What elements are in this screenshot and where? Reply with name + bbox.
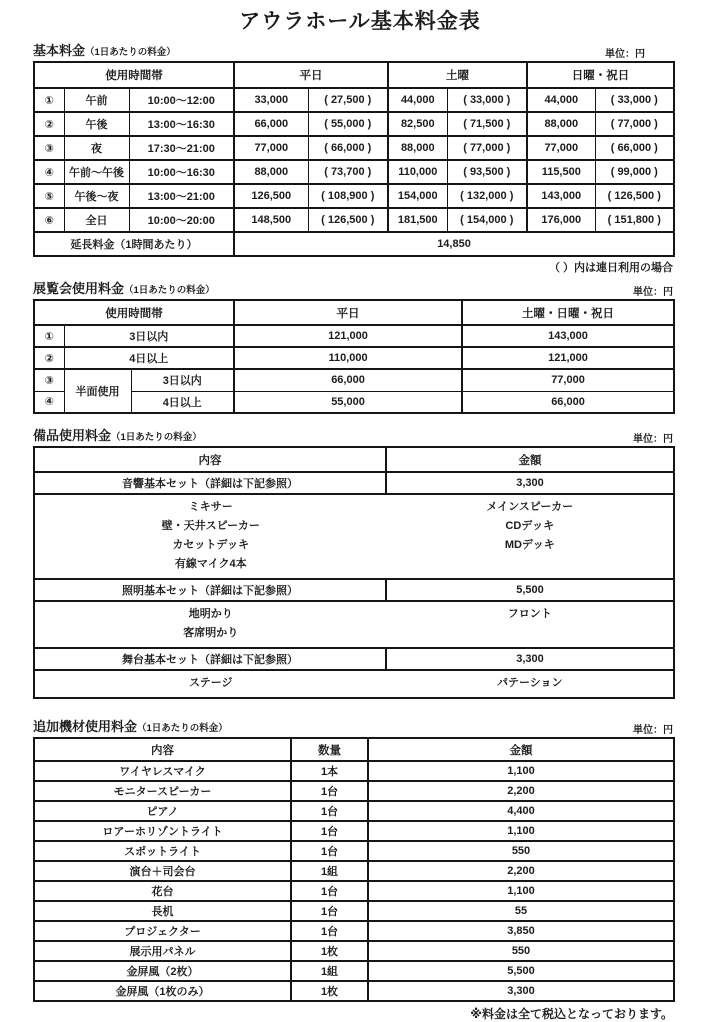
price-cell: 44,000 — [388, 88, 447, 112]
multi-day-price-cell: ( 77,000 ) — [595, 112, 674, 136]
set-label-cell: 舞台基本セット（詳細は下記参照） — [34, 648, 386, 670]
table-row — [34, 160, 674, 184]
quantity-cell: 1台 — [291, 841, 368, 861]
duration-cell: 3日以内 — [64, 325, 234, 347]
quantity-cell: 1組 — [291, 961, 368, 981]
item-name-cell: 演台＋司会台 — [34, 861, 291, 881]
row-number-cell: ① — [34, 325, 64, 347]
section-title-text: 展覧会使用料金 — [33, 281, 125, 296]
slot-name-cell: 午前～午後 — [64, 160, 129, 184]
detail-line — [35, 624, 673, 643]
price-cell: 3,300 — [386, 648, 674, 670]
price-cell: 126,500 — [234, 184, 308, 208]
table-row — [34, 841, 674, 861]
row-number-cell: ⑥ — [34, 208, 64, 232]
multi-day-price-cell: ( 77,000 ) — [447, 136, 527, 160]
half-use-group-cell: 半面使用 — [64, 369, 131, 413]
extension-fee-row — [34, 232, 674, 256]
set-detail-row — [34, 601, 674, 648]
table-row — [34, 861, 674, 881]
tax-note: ※料金は全て税込となっております。 — [470, 1007, 673, 1021]
price-cell: 66,000 — [234, 112, 308, 136]
exhibition-section-header — [33, 278, 673, 298]
document-page — [0, 5, 720, 1021]
quantity-cell: 1台 — [291, 881, 368, 901]
price-cell: 77,000 — [527, 136, 595, 160]
quantity-cell: 1枚 — [291, 941, 368, 961]
time-range-cell: 10:00～20:00 — [129, 208, 234, 232]
row-number-cell: ④ — [34, 160, 64, 184]
multi-day-price-cell: ( 126,500 ) — [595, 184, 674, 208]
multi-day-price-cell: ( 33,000 ) — [447, 88, 527, 112]
row-number-cell: ② — [34, 347, 64, 369]
additional-section-title — [33, 716, 228, 736]
item-name-cell: ワイヤレスマイク — [34, 761, 291, 781]
multi-day-price-cell: ( 71,500 ) — [447, 112, 527, 136]
column-header: 土曜 — [388, 62, 527, 88]
table-header-row — [34, 447, 674, 472]
additional-section-header — [33, 716, 673, 736]
table-row — [34, 921, 674, 941]
set-detail-row — [34, 670, 674, 698]
price-cell: 5,500 — [386, 579, 674, 601]
quantity-cell: 1枚 — [291, 981, 368, 1001]
quantity-cell: 1組 — [291, 861, 368, 881]
section-subtitle-text: （1日あたりの料金） — [137, 723, 228, 734]
detail-item: メインスピーカー — [486, 501, 574, 513]
price-cell: 115,500 — [527, 160, 595, 184]
detail-item — [387, 624, 673, 643]
quantity-cell: 1台 — [291, 821, 368, 841]
spacer — [33, 414, 673, 422]
item-name-cell: プロジェクター — [34, 921, 291, 941]
multi-day-price-cell: ( 154,000 ) — [447, 208, 527, 232]
slot-name-cell: 午後 — [64, 112, 129, 136]
price-cell: 88,000 — [388, 136, 447, 160]
exhibition-section-title — [33, 278, 215, 298]
table-row — [34, 184, 674, 208]
price-cell: 77,000 — [234, 136, 308, 160]
quantity-cell: 1本 — [291, 761, 368, 781]
spacer — [33, 699, 673, 707]
detail-line — [35, 674, 673, 693]
item-name-cell: 金屏風（2枚） — [34, 961, 291, 981]
exhibition-fee-table — [33, 299, 675, 414]
detail-item: ミキサー — [188, 501, 233, 513]
price-cell: 2,200 — [368, 861, 674, 881]
item-name-cell: 花台 — [34, 881, 291, 901]
multi-day-price-cell: ( 66,000 ) — [595, 136, 674, 160]
set-label-cell: 音響基本セット（詳細は下記参照） — [34, 472, 386, 494]
table-row — [34, 347, 674, 369]
table-row — [34, 208, 674, 232]
price-cell: 3,300 — [368, 981, 674, 1001]
price-cell: 88,000 — [527, 112, 595, 136]
duration-cell: 4日以上 — [64, 347, 234, 369]
table-row — [34, 901, 674, 921]
detail-line — [35, 536, 673, 555]
price-cell: 550 — [368, 941, 674, 961]
table-row — [34, 941, 674, 961]
price-cell: 121,000 — [462, 347, 674, 369]
price-cell: 55 — [368, 901, 674, 921]
document-content — [33, 40, 673, 1022]
item-name-cell: モニタースピーカー — [34, 781, 291, 801]
table-header-row — [34, 738, 674, 761]
price-cell: 55,000 — [234, 391, 462, 413]
spacer — [33, 707, 673, 713]
price-cell: 3,850 — [368, 921, 674, 941]
set-detail-cell — [34, 494, 674, 579]
quantity-cell: 1台 — [291, 921, 368, 941]
price-cell: 77,000 — [462, 369, 674, 391]
unit-label: 単位：円 — [633, 725, 673, 736]
detail-item: MDデッキ — [504, 539, 555, 551]
set-label-cell: 照明基本セット（詳細は下記参照） — [34, 579, 386, 601]
price-cell: 1,100 — [368, 881, 674, 901]
equipment-section-title — [33, 425, 202, 445]
item-name-cell: 金屏風（1枚のみ） — [34, 981, 291, 1001]
page-title: アウラホール基本料金表 — [239, 10, 481, 33]
additional-equipment-fee-table — [33, 737, 675, 1002]
column-header: 平日 — [234, 62, 388, 88]
table-row — [34, 821, 674, 841]
price-cell: 44,000 — [527, 88, 595, 112]
price-cell: 110,000 — [388, 160, 447, 184]
item-name-cell: ピアノ — [34, 801, 291, 821]
column-header: 内容 — [34, 738, 291, 761]
section-subtitle-text: （1日あたりの料金） — [111, 432, 202, 443]
table-row — [34, 961, 674, 981]
time-range-cell: 13:00～21:00 — [129, 184, 234, 208]
column-header: 金額 — [368, 738, 674, 761]
column-header: 日曜・祝日 — [527, 62, 674, 88]
column-header: 数量 — [291, 738, 368, 761]
item-name-cell: スポットライト — [34, 841, 291, 861]
column-header: 使用時間帯 — [34, 300, 234, 325]
price-cell: 154,000 — [388, 184, 447, 208]
slot-name-cell: 全日 — [64, 208, 129, 232]
price-cell: 176,000 — [527, 208, 595, 232]
equipment-fee-table — [33, 446, 675, 699]
row-number-cell: ③ — [34, 369, 64, 391]
set-detail-row — [34, 494, 674, 579]
row-number-cell: ⑤ — [34, 184, 64, 208]
multi-day-price-cell: ( 99,000 ) — [595, 160, 674, 184]
detail-item: ステージ — [188, 677, 233, 689]
basic-fee-table — [33, 61, 675, 257]
duration-cell: 3日以内 — [131, 369, 234, 391]
section-subtitle-text: （1日あたりの料金） — [85, 47, 176, 58]
slot-name-cell: 夜 — [64, 136, 129, 160]
quantity-cell: 1台 — [291, 801, 368, 821]
time-range-cell: 10:00～16:30 — [129, 160, 234, 184]
extension-label-cell: 延長料金（1時間あたり） — [34, 232, 234, 256]
detail-line — [35, 498, 673, 517]
price-cell: 88,000 — [234, 160, 308, 184]
multi-day-price-cell: ( 27,500 ) — [308, 88, 388, 112]
equipment-set-row — [34, 579, 674, 601]
item-name-cell: 長机 — [34, 901, 291, 921]
detail-item: フロント — [507, 608, 552, 620]
extension-price-cell: 14,850 — [234, 232, 674, 256]
price-cell: 143,000 — [462, 325, 674, 347]
multi-day-price-cell: ( 126,500 ) — [308, 208, 388, 232]
table-row — [34, 801, 674, 821]
multi-day-price-cell: ( 73,700 ) — [308, 160, 388, 184]
row-number-cell: ③ — [34, 136, 64, 160]
price-cell: 66,000 — [234, 369, 462, 391]
detail-item: パテーション — [496, 677, 563, 689]
table-row — [34, 781, 674, 801]
detail-item: 有線マイク4本 — [174, 558, 247, 570]
detail-item: CDデッキ — [505, 520, 555, 532]
price-cell: 66,000 — [462, 391, 674, 413]
multi-day-price-cell: ( 93,500 ) — [447, 160, 527, 184]
multi-day-price-cell: ( 55,000 ) — [308, 112, 388, 136]
detail-item — [387, 555, 673, 574]
price-cell: 1,100 — [368, 821, 674, 841]
price-cell: 121,000 — [234, 325, 462, 347]
table-row — [34, 881, 674, 901]
price-cell: 3,300 — [386, 472, 674, 494]
table-row — [34, 369, 674, 391]
set-detail-cell — [34, 601, 674, 648]
multi-day-price-cell: ( 151,800 ) — [595, 208, 674, 232]
duration-cell: 4日以上 — [131, 391, 234, 413]
section-title-text: 追加機材使用料金 — [33, 719, 138, 734]
multi-day-note: （ ）内は連日利用の場合 — [548, 262, 673, 274]
price-cell: 148,500 — [234, 208, 308, 232]
basic-section-header — [33, 40, 673, 60]
column-header: 土曜・日曜・祝日 — [462, 300, 674, 325]
multi-day-price-cell: ( 132,000 ) — [447, 184, 527, 208]
table-header-row — [34, 300, 674, 325]
set-detail-cell — [34, 670, 674, 698]
unit-label: 単位：円 — [633, 434, 673, 445]
item-name-cell: 展示用パネル — [34, 941, 291, 961]
table-row — [34, 325, 674, 347]
price-cell: 33,000 — [234, 88, 308, 112]
price-cell: 4,400 — [368, 801, 674, 821]
column-header: 内容 — [34, 447, 386, 472]
detail-item: 地明かり — [188, 608, 233, 620]
section-subtitle-text: （1日あたりの料金） — [124, 285, 215, 296]
price-cell: 1,100 — [368, 761, 674, 781]
price-cell: 82,500 — [388, 112, 447, 136]
row-number-cell: ④ — [34, 391, 64, 413]
time-range-cell: 10:00～12:00 — [129, 88, 234, 112]
quantity-cell: 1台 — [291, 781, 368, 801]
multi-day-price-cell: ( 66,000 ) — [308, 136, 388, 160]
column-header: 平日 — [234, 300, 462, 325]
row-number-cell: ① — [34, 88, 64, 112]
price-cell: 110,000 — [234, 347, 462, 369]
unit-label: 単位：円 — [605, 49, 645, 60]
detail-line — [35, 605, 673, 624]
table-row — [34, 112, 674, 136]
section-title-text: 備品使用料金 — [33, 428, 112, 443]
table-row — [34, 88, 674, 112]
slot-name-cell: 午後～夜 — [64, 184, 129, 208]
price-cell: 5,500 — [368, 961, 674, 981]
unit-label: 単位：円 — [633, 287, 673, 298]
detail-item: カセットデッキ — [172, 539, 250, 551]
detail-item: 壁・天井スピーカー — [161, 520, 260, 532]
section-title-text: 基本料金 — [33, 43, 86, 58]
detail-line — [35, 555, 673, 574]
price-cell: 2,200 — [368, 781, 674, 801]
multi-day-price-cell: ( 33,000 ) — [595, 88, 674, 112]
price-cell: 143,000 — [527, 184, 595, 208]
detail-line — [35, 517, 673, 536]
basic-section-title — [33, 40, 176, 60]
equipment-section-header — [33, 425, 673, 445]
table-header-row — [34, 62, 674, 88]
quantity-cell: 1台 — [291, 901, 368, 921]
slot-name-cell: 午前 — [64, 88, 129, 112]
price-cell: 550 — [368, 841, 674, 861]
table-row — [34, 136, 674, 160]
column-header: 金額 — [386, 447, 674, 472]
row-number-cell: ② — [34, 112, 64, 136]
detail-item: 客席明かり — [183, 627, 239, 639]
column-header: 使用時間帯 — [34, 62, 234, 88]
item-name-cell: ロアーホリゾントライト — [34, 821, 291, 841]
multi-day-price-cell: ( 108,900 ) — [308, 184, 388, 208]
table-row — [34, 761, 674, 781]
time-range-cell: 17:30～21:00 — [129, 136, 234, 160]
equipment-set-row — [34, 472, 674, 494]
price-cell: 181,500 — [388, 208, 447, 232]
table-row — [34, 981, 674, 1001]
time-range-cell: 13:00～16:30 — [129, 112, 234, 136]
equipment-set-row — [34, 648, 674, 670]
